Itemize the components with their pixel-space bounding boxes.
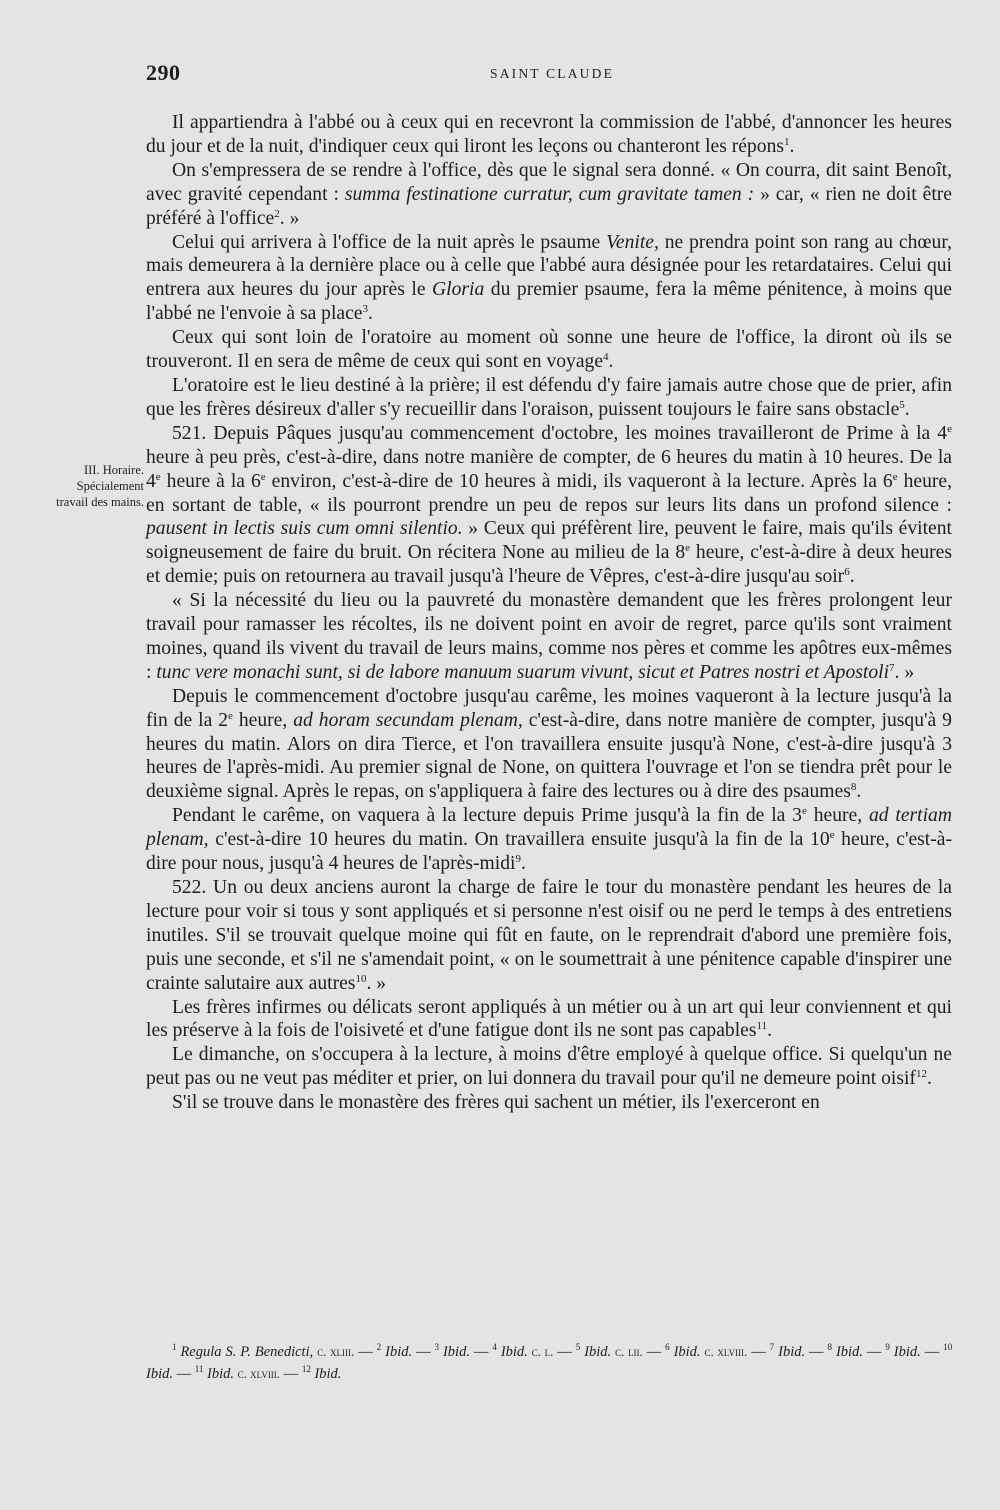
footnote-ref: 11: [756, 1020, 768, 1033]
paragraph: Le dimanche, on s'occupera à la lecture, à moins d'être employé à quelque office. Si quelqu'un ne peut pas ou ne veut pas méditer et prier, on lui donnera du travail pour qu'il ne demeure point oisif$^{12}$.: [146, 1044, 952, 1090]
paragraph: Pendant le carême, on vaquera à la lecture depuis Prime jusqu'à la fin de la 3e heure, ad tertiam plenam, c'est-à-dire 10 heures du matin. On travaillera ensuite jusqu'à la fin de la 10e heure, c'est-à-dire pour nous, jusqu'à 4 heures de l'après-midi$^9$.: [146, 805, 952, 875]
paragraph: Ceux qui sont loin de l'oratoire au moment où sonne une heure de l'office, la diront où ils se trouveront. Il en sera de même de ceux qui sont en voyage$^4$.: [146, 327, 952, 373]
footnote-ref: 10: [355, 972, 367, 985]
paragraph-section-521: 521. Depuis Pâques jusqu'au commencement d'octobre, les moines travailleront de Prime à la 4e heure à peu près, c'est-à-dire, dans notre manière de compter, de 6 heures du matin à 10 heures. De la 4e heure à la 6e environ, c'est-à-dire de 10 heures à midi, ils vaqueront à la lecture. Après la 6e heure, en sortant de table, « ils pourront prendre un peu de repos sur leurs lits dans un profond silence : pausent in lectis suis cum omni silentio. » Ceux qui préfèrent lire, peuvent le faire, mais qu'ils évitent soigneusement de faire du bruit. On récitera None au milieu de la 8e heure, c'est-à-dire à deux heures et demie; puis on retournera au travail jusqu'à l'heure de Vêpres, c'est-à-dire jusqu'au soir$^6$.: [146, 422, 952, 588]
footnote-line: $^1$ Regula S. P. Benedicti, c. xliii. — $^2$ Ibid. — $^3$ Ibid. — $^4$ Ibid. c. l. — $^5$ Ibid. c. lii. — $^6$ Ibid. c. xlviii. — $^7$ Ibid. — $^8$ Ibid. — $^9$ Ibid. — $^{10}$ Ibid. — $^{11}$ Ibid. c. xlviii. — $^{12}$ Ibid.: [146, 1342, 953, 1382]
paragraph-section-522: 522. Un ou deux anciens auront la charge de faire le tour du monastère pendant les heures de la lecture pour voir si tous y sont appliqués et si personne n'est oisif ou ne perd le temps à des entretiens inutiles. S'il se trouvait quelque moine qui fût en faute, on le reprendrait d'abord une première fois, puis une seconde, et s'il ne s'amendait point, « on le soumettrait à une pénitence capable d'inspirer une crainte salutaire aux autres$^{10}$. »: [146, 877, 952, 994]
footnote-ref: 9: [515, 853, 521, 866]
footnote-ref: 6: [844, 566, 850, 579]
paragraph: Les frères infirmes ou délicats seront appliqués à un métier ou à un art qui leur conviennent et qui les préserve à la fois de l'oisiveté et d'une fatigue dont ils ne sont pas capables$^{11}$.: [146, 996, 952, 1042]
paragraph: Il appartiendra à l'abbé ou à ceux qui en recevront la commission de l'abbé, d'annoncer les heures du jour et de la nuit, d'indiquer ceux qui liront les leçons ou chanteront les répons$^1$.: [146, 112, 952, 157]
running-head: SAINT CLAUDE: [490, 66, 615, 81]
paragraph: « Si la nécessité du lieu ou la pauvreté du monastère demandent que les frères prolongent leur travail pour ramasser les récoltes, ils ne doivent point en avoir de regret, parce qu'ils sont vraiment moines, quand ils vivent du travail de leurs mains, comme nos pères et comme les apôtres eux-mêmes : tunc vere monachi sunt, si de labore manuum suarum vivunt, sicut et Patres nostri et Apostoli$^7$. »: [146, 590, 952, 683]
footnotes: [146, 1341, 952, 1385]
paragraph: Celui qui arrivera à l'office de la nuit après le psaume Venite, ne prendra point son rang au chœur, mais demeurera à la dernière place ou à celle que l'abbé aura désignée pour les retardataires. Celui qui entrera aux heures du jour après le Gloria du premier psaume, fera la même pénitence, à moins que l'abbé ne l'envoie à sa place$^3$.: [146, 231, 952, 325]
paragraph: Depuis le commencement d'octobre jusqu'au carême, les moines vaqueront à la lecture jusqu'à la fin de la 2e heure, ad horam secundam plenam, c'est-à-dire, dans notre manière de compter, jusqu'à 9 heures du matin. Alors on dira Tierce, et l'on travaillera ensuite jusqu'à None, c'est-à-dire jusqu'à 3 heures de l'après-midi. Au premier signal de None, on quittera l'ouvrage et l'on se tiendra prêt pour le deuxième signal. Après le repas, on s'appliquera à faire des lectures ou à dire des psaumes$^8$.: [146, 685, 952, 803]
paragraph: L'oratoire est le lieu destiné à la prière; il est défendu d'y faire jamais autre chose que de prier, afin que les frères désireux d'aller s'y recueillir dans l'oraison, puissent toujours le faire sans obstacle$^5$.: [146, 374, 952, 420]
footnote-ref: 2: [274, 207, 280, 220]
footnote-ref: 12: [915, 1068, 927, 1081]
body-text: [146, 111, 952, 1115]
footnote-ref: 7: [889, 661, 895, 674]
footnote-ref: 3: [362, 303, 368, 316]
paragraph: S'il se trouve dans le monastère des frères qui sachent un métier, ils l'exerceront en: [172, 1092, 820, 1114]
footnote-ref: 4: [603, 351, 609, 364]
margin-note: III. Horaire. Spécialement travail des mains.: [56, 463, 144, 509]
footnote-ref: 1: [784, 135, 790, 148]
paragraph: On s'empressera de se rendre à l'office, dès que le signal sera donné. « On courra, dit saint Benoît, avec gravité cependant : summa festinatione curratur, cum gravitate tamen : » car, « rien ne doit être préféré à l'office$^2$. »: [146, 159, 952, 229]
footnote-ref: 8: [850, 781, 857, 794]
page-number: 290: [146, 60, 181, 85]
footnote-ref: 5: [899, 398, 905, 411]
